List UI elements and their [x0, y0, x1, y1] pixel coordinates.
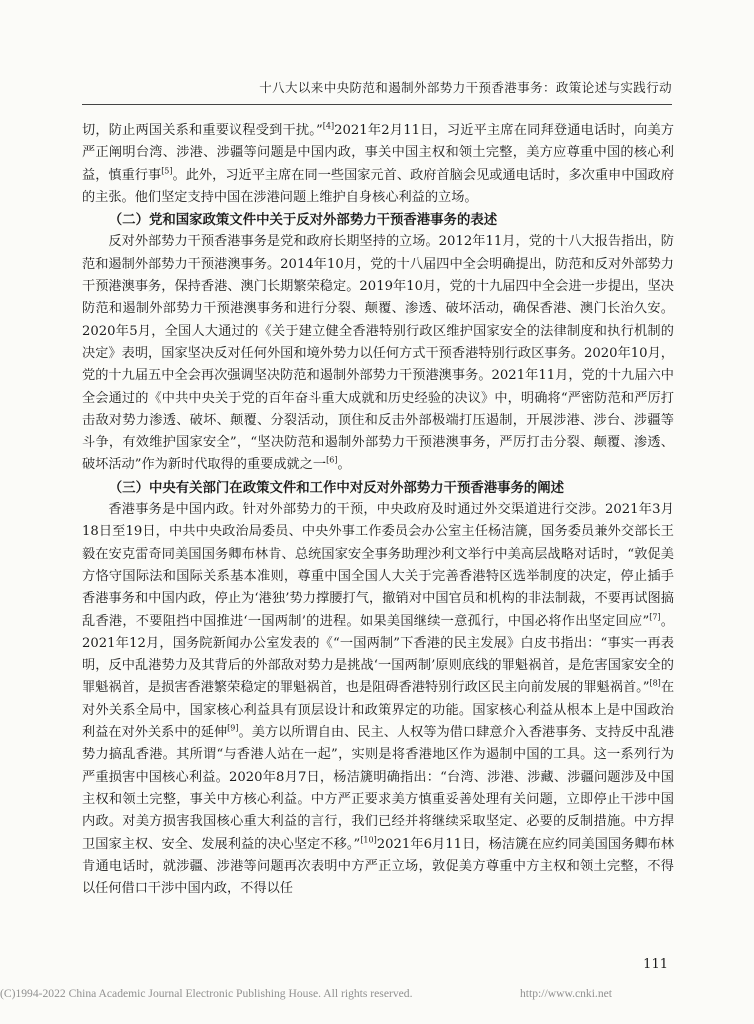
paragraph-text: 。2021年12月，国务院新闻办公室发表的《“一国两制”下香港的民主发展》白皮书指出：“事实一再表明，反中乱港势力及其背后的外部敌对势力是挑战‘一国两制’原则底线的罪魁祸首，是危害国家安全的罪魁祸首，是损害香港繁荣稳定的罪魁祸首，也是阻碍香港特别行政区民主向前发展的罪魁祸首。”: [82, 613, 674, 696]
copyright-footer: [0, 987, 754, 1000]
footnote-ref-5[interactable]: [5]: [161, 166, 173, 176]
paragraph-2: [82, 231, 674, 476]
footnote-ref-4[interactable]: [4]: [322, 121, 335, 131]
footnote-ref-7[interactable]: [7]: [649, 612, 661, 622]
paragraph-text: 在对外关系全局中，国家核心利益具有顶层设计和政策界定的功能。国家核心利益从根本上是中国政治利益在对外关系中的延伸: [82, 680, 675, 741]
copyright-text: (C)1994-2022 China Academic Journal Electronic Publishing House. All rights reserved.: [0, 987, 413, 1000]
footnote-ref-9[interactable]: [9]: [227, 723, 239, 733]
page-number: 111: [643, 957, 668, 972]
running-header: 十八大以来中央防范和遏制外部势力干预香港事务：政策论述与实践行动: [259, 80, 672, 95]
footnote-ref-8[interactable]: [8]: [649, 679, 661, 689]
footnote-ref-6[interactable]: [6]: [326, 456, 338, 466]
paragraph-text: 2021年2月11日，习近平主席在同拜登通电话时，向美方严正阐明台湾、涉港、涉疆等问题是中国内政，事关中国主权和领土完整，美方应尊重中国的核心利益，慎重行事: [82, 123, 674, 183]
paragraph-text: 切，防止两国关系和重要议程受到干扰。”: [82, 123, 323, 138]
article-body: [82, 120, 674, 900]
footnote-ref-10[interactable]: [10]: [360, 835, 377, 845]
paragraph-1: [82, 120, 674, 209]
footer-url[interactable]: http://www.cnki.net: [520, 987, 612, 1000]
paragraph-text: 香港事务是中国内政。针对外部势力的干预，中央政府及时通过外交渠道进行交涉。2021年3月18日至19日，中共中央政治局委员、中央外事工作委员会办公室主任杨洁篪，国务委员兼外交部长王毅在安克雷奇同美国国务卿布林肯、总统国家安全事务助理沙利文举行中美高层战略对话时，“敦促美方恪守国际法和国际关系基本准则，尊重中国全国人大关于完善香港特区选举制度的决定，停止插手香港事务和中国内政，停止为‘港独’势力撑腰打气，撤销对中国官员和机构的非法制裁，不要再试图搞乱香港，不要阻挡中国推进‘一国两制’的进程。如果美国继续一意孤行，中国必将作出坚定回应”: [82, 502, 674, 629]
paragraph-text: 反对外部势力干预香港事务是党和政府长期坚持的立场。2012年11月，党的十八大报告指出，防范和遏制外部势力干预港澳事务。2014年10月，党的十八届四中全会明确提出，防范和反对外部势力干预港澳事务，保持香港、澳门长期繁荣稳定。2019年10月，党的十九届四中全会进一步提出，坚决防范和遏制外部势力干预港澳事务和进行分裂、颠覆、渗透、破坏活动，确保香港、澳门长治久安。2020年5月，全国人大通过的《关于建立健全香港特别行政区维护国家安全的法律制度和执行机制的决定》表明，国家坚决反对任何外国和境外势力以任何方式干预香港特别行政区事务。2020年10月，党的十九届五中全会再次强调坚决防范和遏制外部势力干预港澳事务。2021年11月，党的十九届六中全会通过的《中共中央关于党的百年奋斗重大成就和历史经验的决议》中，明确将“严密防范和严厉打击敌对势力渗透、破坏、颠覆、分裂活动，顶住和反击外部极端打压遏制，开展涉港、涉台、涉疆等斗争，有效维护国家安全”，“坚决防范和遏制外部势力干预港澳事务，严厉打击分裂、颠覆、渗透、破坏活动”作为新时代取得的重要成就之一: [82, 234, 674, 473]
paragraph-text: 2021年6月11日，杨洁篪在应约同美国国务卿布林肯通电话时，就涉疆、涉港等问题再次表明中方严正立场，敦促美方尊重中方主权和领土完整，不得以任何借口干涉中国内政，不得以任: [82, 836, 675, 897]
paragraph-text: 。此外，习近平主席在同一些国家元首、政府首脑会见或通电话时，多次重申中国政府的主张。他们坚定支持中国在涉港问题上维护自身核心利益的立场。: [82, 167, 675, 205]
header-rule: [82, 104, 672, 105]
section-heading-3: （三）中央有关部门在政策文件和工作中对反对外部势力干预香港事务的阐述: [108, 479, 565, 496]
section-heading-2: （二）党和国家政策文件中关于反对外部势力干预香港事务的表述: [108, 212, 498, 229]
paragraph-text: 。美方以所谓自由、民主、人权等为借口肆意介入香港事务、支持反中乱港势力搞乱香港。其所谓“与香港人站在一起”，实则是将香港地区作为遏制中国的工具。这一系列行为严重损害中国核心利益。2020年8月7日，杨洁篪明确指出：“台湾、涉港、涉藏、涉疆问题涉及中国主权和领土完整，事关中方核心利益。中方严正要求美方慎重妥善处理有关问题，立即停止干涉中国内政。对美方损害我国核心重大利益的言行，我们已经并将继续采取坚定、必要的反制措施。中方捍卫国家主权、安全、发展利益的决心坚定不移。”: [82, 725, 675, 852]
paragraph-text: 。: [337, 457, 351, 473]
paragraph-3: [82, 499, 674, 900]
